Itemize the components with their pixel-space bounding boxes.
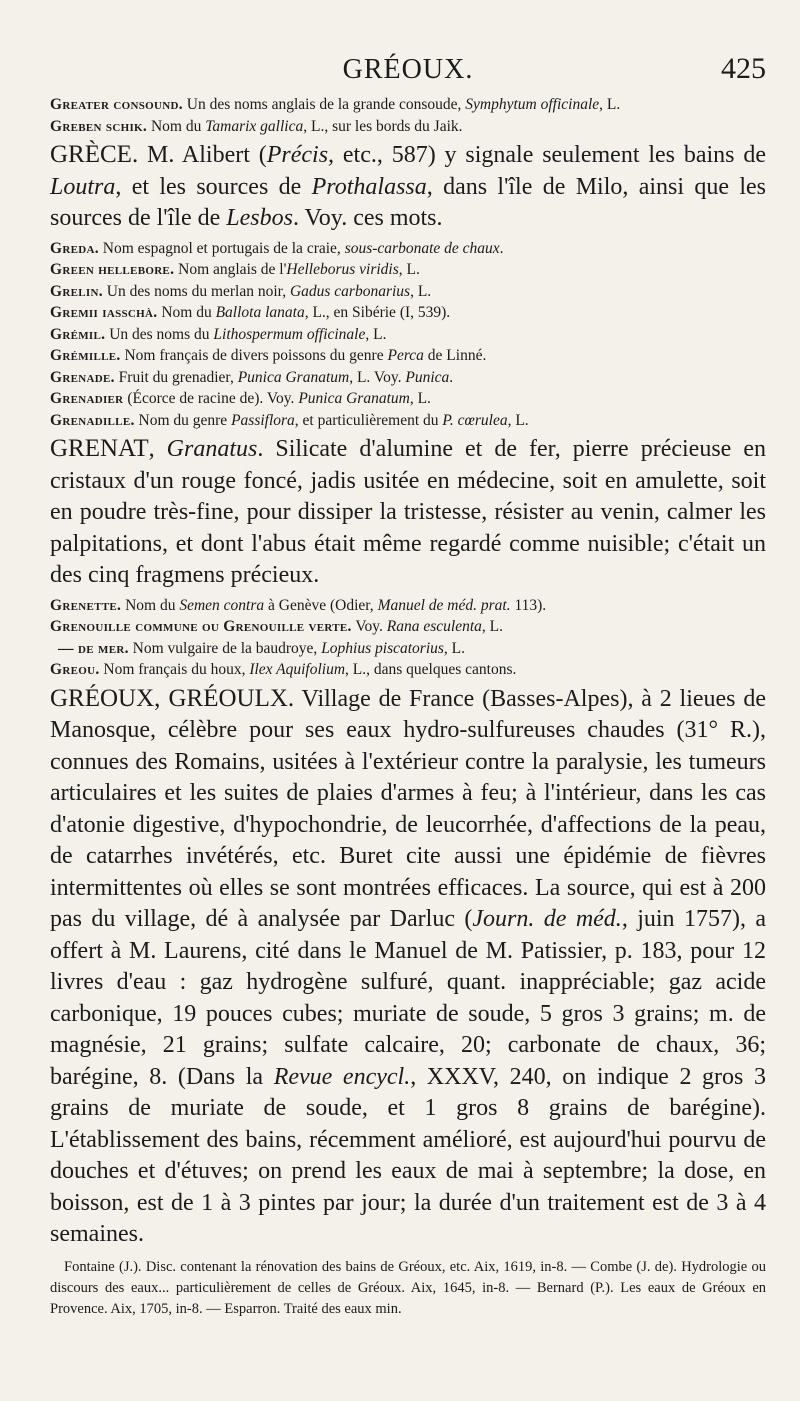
headword: Grémil. bbox=[50, 325, 106, 343]
running-title: GRÉOUX. bbox=[342, 54, 474, 85]
entry-grenade: Grenade. Fruit du grenadier, Punica Granatum, L. Voy. Punica. bbox=[50, 368, 454, 386]
page-number: 425 bbox=[721, 52, 766, 85]
headword: GRENAT bbox=[50, 435, 149, 462]
entry-gremii-iasscha: Gremii iasschà. Nom du Ballota lanata, L., en Sibérie (I, 539). bbox=[50, 304, 451, 321]
bibliography-footnote bbox=[50, 1257, 766, 1320]
headword: Grenouille commune ou Grenouille verte. bbox=[50, 618, 352, 635]
entry-greda: Greda. Nom espagnol et portugais de la craie, sous-carbonate de chaux. bbox=[50, 239, 504, 257]
headword: Grenade. bbox=[50, 368, 115, 386]
headword: Greater consound. bbox=[50, 96, 183, 113]
entry-grenouille: Grenouille commune ou Grenouille verte. Voy. Rana esculenta, L. bbox=[50, 618, 504, 635]
entry-greoux: GRÉOUX, GRÉOULX. Village de France (Basses-Alpes), à 2 lieues de Manosque, célèbre pour ses eaux hydro-sulfureuses chaudes (31° R.), connues des Romains, usitées à l'extérieur contre la paralysie, les tumeurs articulaires et les suites de plaies d'armes à feu; à l'intérieur, dans les cas d'atonie digestive, d'hypochondrie, de leucorrhée, d'affections de la peau, de catarrhes invétérés, etc. Buret cite aussi une épidémie de fièvres intermittentes où elles se sont montrées efficaces. La source, qui est à 200 pas du village, dé à analysée par Darluc (Journ. de méd., juin 1757), a offert à M. Laurens, cité dans le Manuel de M. Patissier, p. 183, pour 12 livres d'eau : gaz hydrogène sulfuré, quant. inappréciable; gaz acide carbonique, 19 pouces cubes; muriate de soude, 5 gros 3 grains; m. de magnésie, 21 grains; sulfate calcaire, 20; carbonate de chaux, 36; barégine, 8. (Dans la Revue encycl., XXXV, 240, on indique 2 gros 3 grains de muriate de soude, et 1 gros 8 grains de barégine). L'établissement des bains, récemment amélioré, est aujourd'hui pourvu de douches et d'étuves; on prend les eaux de mai à septembre; la dose, en boisson, est de 1 à 3 pintes par jour; la durée d'un traitement est de 3 à 4 semaines. bbox=[50, 684, 766, 1247]
entry-gremil: Grémil. Un des noms du Lithospermum officinale, L. bbox=[50, 325, 387, 343]
headword: Grenadier bbox=[50, 390, 124, 407]
entry-grenouille-de-mer: — de mer. Nom vulgaire de la baudroye, Lophius piscatorius, L. bbox=[58, 639, 466, 657]
headword: GRÈCE. bbox=[50, 141, 139, 168]
headword: Green hellebore. bbox=[50, 261, 175, 278]
entry-greben-schik: Greben schik. Nom du Tamarix gallica, L., sur les bords du Jaik. bbox=[50, 117, 463, 135]
headword: Gremii iasschà. bbox=[50, 304, 158, 321]
page-header bbox=[50, 44, 766, 94]
headword: Grelin. bbox=[50, 282, 103, 300]
entry-grenette: Grenette. Nom du Semen contra à Genève (Odier, Manuel de méd. prat. 113). bbox=[50, 596, 547, 614]
headword: — de mer. bbox=[58, 639, 129, 657]
entry-grenadille: Grenadille. Nom du genre Passiflora, et particulièrement du P. cœrulea, L. bbox=[50, 411, 529, 429]
headword: Grenette. bbox=[50, 596, 122, 614]
entry-greater-consound: Greater consound. Un des noms anglais de la grande consoude, Symphytum officinale, L. bbox=[50, 96, 621, 113]
entry-grenat: GRENAT, Granatus. Silicate d'alumine et de fer, pierre précieuse en cristaux d'un rouge foncé, jadis usitée en médecine, soit en amulette, soit en poudre très-fine, pour dissiper la tristesse, résister au venin, calmer les palpitations, et dont l'abus était même regardé comme nuisible; c'était un des cinq fragmens précieux. bbox=[50, 435, 766, 588]
headword: Greou. bbox=[50, 661, 100, 678]
entry-green-hellebore: Green hellebore. Nom anglais de l'Helleborus viridis, L. bbox=[50, 261, 420, 278]
footnote-text: Fontaine (J.). Disc. contenant la rénovation des bains de Gréoux, etc. Aix, 1619, in-8. — Combe (J. de). Hydrologie ou discours des eaux... particulièrement de celles de Gréoux. Aix, 1645, in-8. — Bernard (P.). Les eaux de Gréoux en Provence. Aix, 1705, in-8. — Esparron. Traité des eaux min. bbox=[50, 1258, 766, 1317]
headword: Greda. bbox=[50, 239, 99, 257]
headword: GRÉOUX, GRÉOULX. bbox=[50, 684, 295, 712]
headword: Grémille. bbox=[50, 347, 121, 364]
entry-grelin: Grelin. Un des noms du merlan noir, Gadus carbonarius, L. bbox=[50, 282, 432, 300]
entry-grenadier: Grenadier (Écorce de racine de). Voy. Punica Granatum, L. bbox=[50, 390, 431, 407]
entry-gremille: Grémille. Nom français de divers poissons du genre Perca de Linné. bbox=[50, 347, 487, 364]
entry-greou: Greou. Nom français du houx, Ilex Aquifolium, L., dans quelques cantons. bbox=[50, 661, 517, 678]
headword: Grenadille. bbox=[50, 411, 135, 429]
headword: Greben schik. bbox=[50, 117, 148, 135]
entry-grece: GRÈCE. M. Alibert (Précis, etc., 587) y signale seulement les bains de Loutra, et les sources de Prothalassa, dans l'île de Milo, ainsi que les sources de l'île de Lesbos. Voy. ces mots. bbox=[50, 141, 766, 231]
